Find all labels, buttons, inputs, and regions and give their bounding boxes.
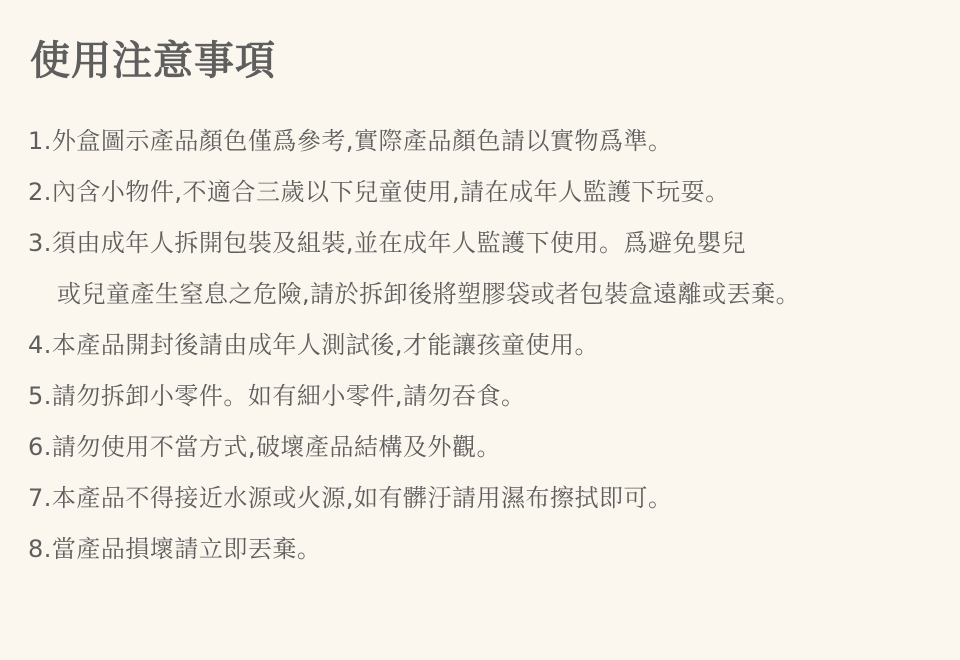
page-title: 使用注意事項: [30, 38, 276, 84]
notice-item-1: 1.外盒圖示產品顏色僅爲參考,實際產品顏色請以實物爲準。: [28, 127, 673, 155]
notice-item-2: 2.內含小物件,不適合三歲以下兒童使用,請在成年人監護下玩耍。: [28, 178, 730, 206]
notice-item-7: 7.本產品不得接近水源或火源,如有髒汙請用濕布擦拭即可。: [28, 484, 673, 512]
notice-item-5: 5.請勿拆卸小零件。如有細小零件,請勿吞食。: [28, 382, 526, 410]
notice-list: [28, 116, 953, 575]
notice-item-3: 3.須由成年人拆開包裝及組裝,並在成年人監護下使用。爲避免嬰兒: [28, 229, 747, 257]
notice-item-6: 6.請勿使用不當方式,破壞產品結構及外觀。: [28, 433, 502, 461]
notice-item-8: 8.當產品損壞請立即丟棄。: [28, 535, 322, 563]
notice-item-3-continued: 或兒童產生窒息之危險,請於拆卸後將塑膠袋或者包裝盒遠離或丟棄。: [57, 280, 801, 308]
notice-item-4: 4.本產品開封後請由成年人測試後,才能讓孩童使用。: [28, 331, 600, 359]
